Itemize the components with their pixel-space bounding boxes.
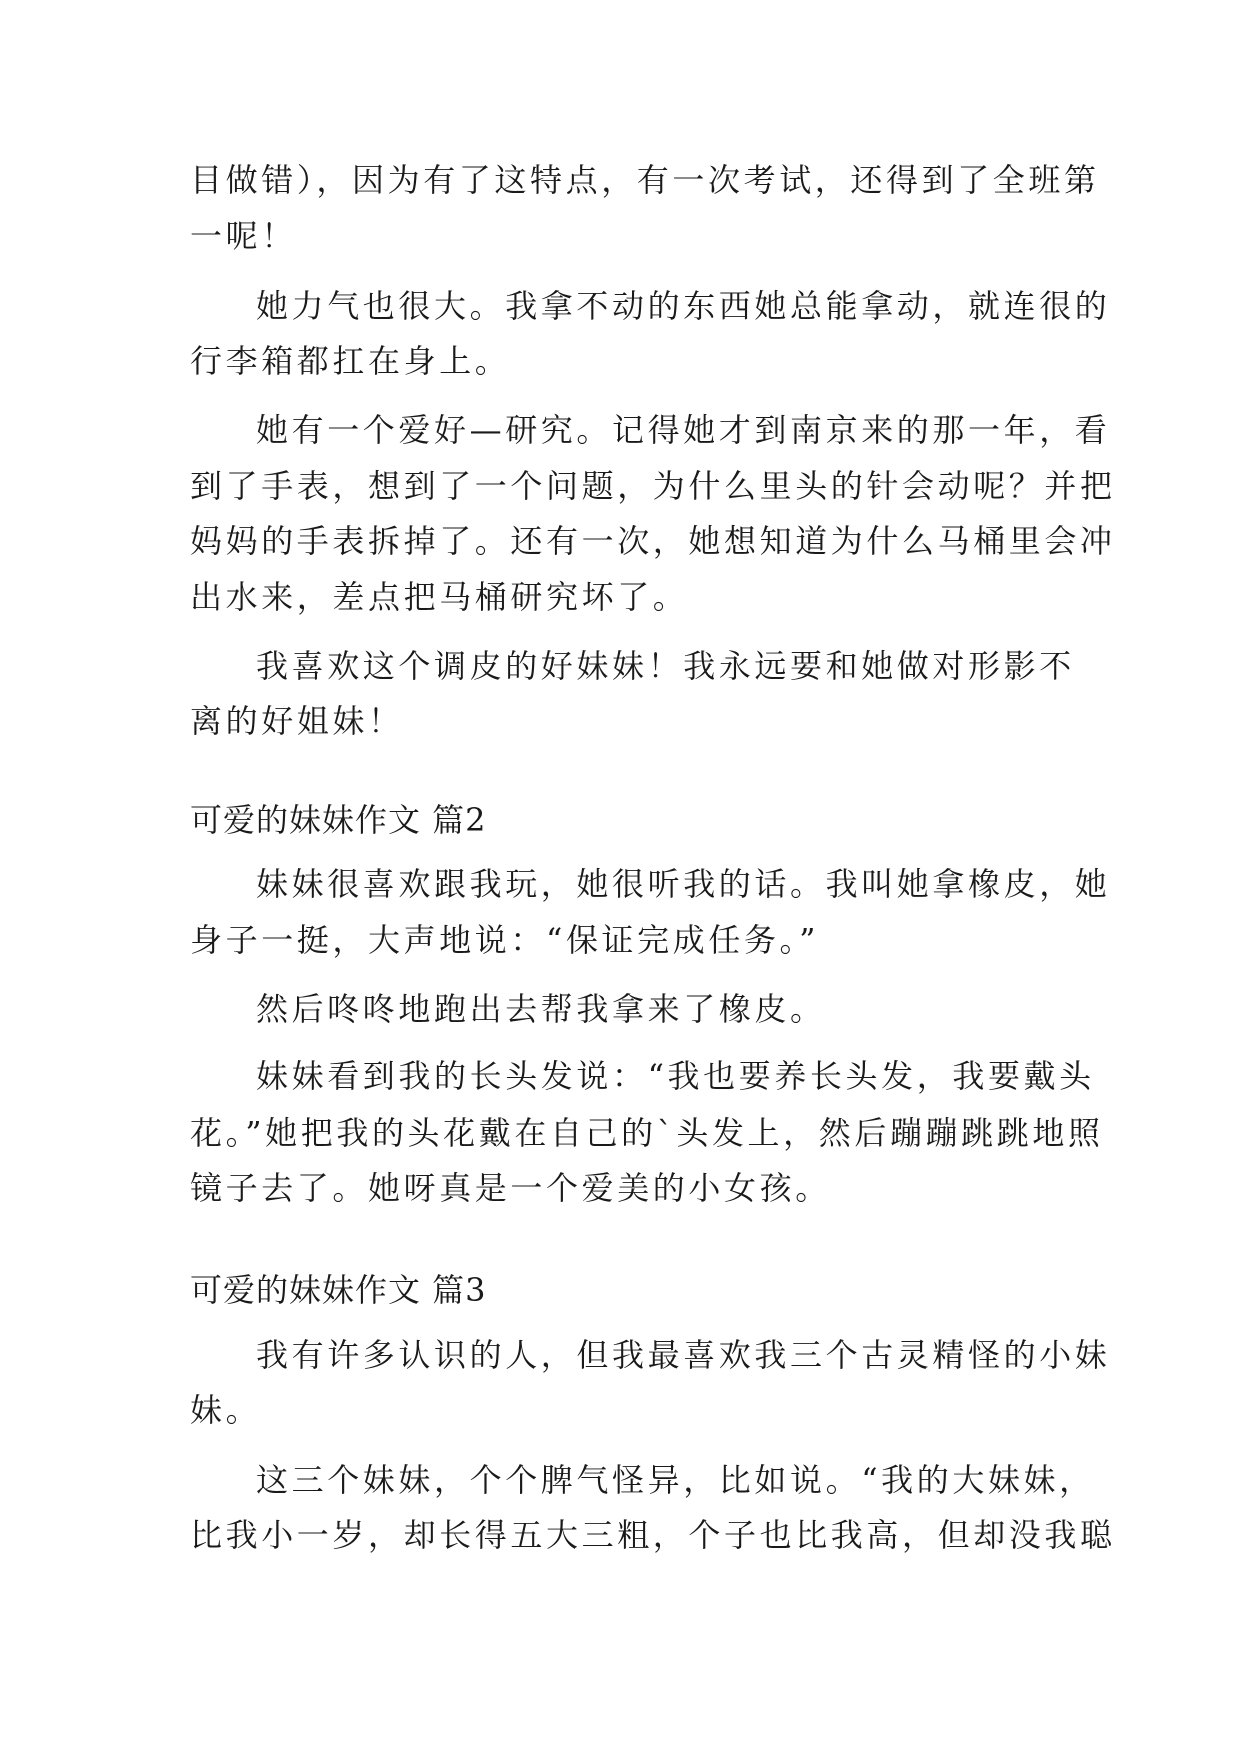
- paragraph-line: 这三个妹妹，个个脾气怪异，比如说。“我的大妹妹，: [256, 1461, 1095, 1499]
- paragraph-line: 妹。: [190, 1391, 262, 1429]
- paragraph-line: 她力气也很大。我拿不动的东西她总能拿动，就连很的: [256, 287, 1111, 325]
- paragraph-line: 出水来，差点把马桶研究坏了。: [190, 578, 689, 616]
- paragraph-line: 比我小一岁，却长得五大三粗，个子也比我高，但却没我聪: [190, 1516, 1116, 1554]
- paragraph-line: 花。”她把我的头花戴在自己的`头发上，然后蹦蹦跳跳地照: [190, 1114, 1104, 1152]
- paragraph-line: 妹妹很喜欢跟我玩，她很听我的话。我叫她拿橡皮，她: [256, 865, 1111, 903]
- paragraph-line: 目做错），因为有了这特点，有一次考试，还得到了全班第: [190, 161, 1100, 199]
- paragraph-line: 然后咚咚地跑出去帮我拿来了橡皮。: [256, 990, 826, 1028]
- paragraph-line: 她有一个爱好—研究。记得她才到南京来的那一年，看: [256, 411, 1111, 449]
- paragraph-line: 到了手表，想到了一个问题，为什么里头的针会动呢？并把: [190, 467, 1116, 505]
- paragraph-line: 镜子去了。她呀真是一个爱美的小女孩。: [190, 1169, 831, 1207]
- paragraph-line: 我有许多认识的人，但我最喜欢我三个古灵精怪的小妹: [256, 1336, 1111, 1374]
- paragraph-line: 行李箱都扛在身上。: [190, 342, 511, 380]
- paragraph-line: 妹妹看到我的长头发说：“我也要养长头发，我要戴头: [256, 1057, 1095, 1095]
- paragraph-line: 一呢！: [190, 217, 297, 255]
- paragraph-line: 离的好姐妹！: [190, 702, 404, 740]
- paragraph-line: 我喜欢这个调皮的好妹妹！我永远要和她做对形影不: [256, 647, 1075, 685]
- section-heading: 可爱的妹妹作文 篇2: [190, 801, 487, 839]
- paragraph-line: 妈妈的手表拆掉了。还有一次，她想知道为什么马桶里会冲: [190, 522, 1116, 560]
- section-heading: 可爱的妹妹作文 篇3: [190, 1271, 487, 1309]
- paragraph-line: 身子一挺，大声地说：“保证完成任务。”: [190, 921, 820, 959]
